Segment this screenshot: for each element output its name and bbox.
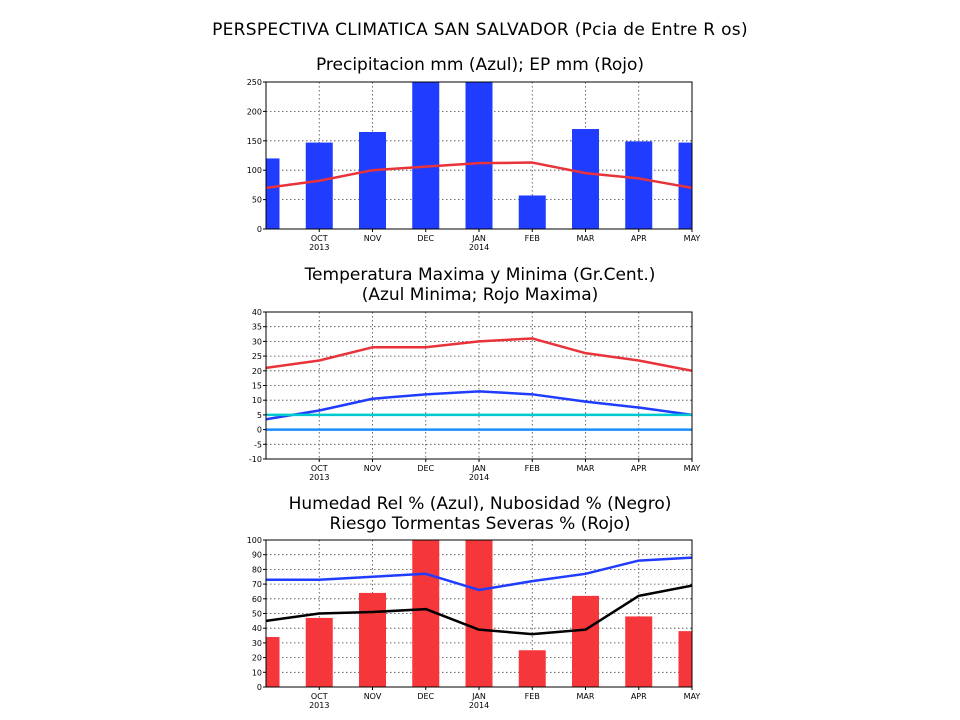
temp-ytick-label: 0 [256, 425, 262, 435]
temp-xtick-month: NOV [363, 464, 382, 473]
precip-xtick-month: NOV [363, 234, 382, 243]
humidity-xtick-year: 2014 [468, 701, 490, 710]
humidity-ytick-label: 30 [251, 638, 262, 648]
precip-xtick-month: OCT [310, 234, 328, 243]
precip-chart-title-line: Precipitacion mm (Azul); EP mm (Rojo) [315, 55, 645, 75]
humidity-ytick-label: 10 [251, 668, 262, 678]
humidity-bar [466, 540, 493, 687]
humidity-ytick-label: 40 [251, 624, 262, 634]
temp-ytick-label: 15 [251, 381, 262, 391]
temp-chart-title-line: Temperatura Maxima y Minima (Gr.Cent.) [304, 265, 656, 285]
temp-plot [249, 308, 701, 482]
humidity-bar [306, 618, 333, 687]
precip-xtick-year: 2014 [468, 243, 490, 252]
temp-xtick-year: 2013 [309, 473, 330, 482]
precip-xtick-year: 2013 [309, 243, 330, 252]
temp-ytick-label: 40 [251, 308, 262, 317]
precip-bar [412, 82, 439, 229]
humidity-xtick-month: MAY [683, 692, 701, 701]
humidity-xtick-month: OCT [310, 692, 328, 701]
temp-xtick-month: OCT [310, 464, 328, 473]
humidity-chart-title-line: Humedad Rel % (Azul), Nubosidad % (Negro) [288, 494, 672, 514]
temp-ytick-label: -5 [254, 440, 262, 450]
temp-xtick-month: APR [630, 464, 647, 473]
precip-ytick-label: 250 [246, 78, 262, 87]
temp-ytick-label: 5 [256, 410, 262, 420]
precip-ytick-label: 100 [246, 166, 262, 176]
temp-xtick-month: JAN [472, 464, 486, 473]
precip-ytick-label: 150 [246, 136, 262, 146]
humidity-xtick-month: JAN [472, 692, 486, 701]
temp-series-line [266, 338, 692, 370]
temp-ytick-label: 35 [251, 322, 262, 332]
humidity-ytick-label: 50 [251, 609, 262, 619]
temp-ytick-label: 30 [251, 337, 262, 347]
humidity-bar [572, 596, 599, 687]
temp-ytick-label: 20 [251, 366, 262, 376]
precip-bar [359, 132, 386, 229]
precip-ytick-label: 200 [246, 107, 262, 117]
temp-xtick-month: MAR [576, 464, 595, 473]
precip-xtick-month: MAR [576, 234, 595, 243]
humidity-ytick-label: 90 [251, 550, 262, 560]
precip-ytick-label: 0 [256, 225, 262, 234]
temp-xtick-month: FEB [524, 464, 540, 473]
precip-xtick-month: FEB [524, 234, 540, 243]
precip-bar [572, 129, 599, 229]
temp-ytick-label: 10 [251, 396, 262, 406]
precip-series-layer [253, 82, 706, 229]
humidity-bar [359, 593, 386, 687]
humidity-xtick-month: MAR [576, 692, 595, 701]
precip-bar [625, 141, 652, 229]
humidity-chart-subtitle-line: Riesgo Tormentas Severas % (Rojo) [329, 514, 631, 534]
precip-bar [519, 195, 546, 229]
humidity-plot [247, 536, 706, 710]
temp-xtick-month: DEC [417, 464, 435, 473]
humidity-xtick-month: DEC [417, 692, 435, 701]
precip-bar [306, 143, 333, 229]
precip-xtick-month: APR [630, 234, 647, 243]
precip-plot [247, 78, 706, 252]
humidity-ytick-label: 0 [256, 683, 262, 692]
humidity-ytick-label: 70 [251, 580, 262, 590]
humidity-xtick-month: APR [630, 692, 647, 701]
temp-xtick-month: MAY [683, 464, 701, 473]
humidity-bar [625, 616, 652, 687]
main-title: PERSPECTIVA CLIMATICA SAN SALVADOR (Pcia de Entre R os) [212, 20, 748, 40]
precip-xtick-month: JAN [472, 234, 486, 243]
humidity-bar [519, 650, 546, 687]
temp-xtick-year: 2014 [468, 473, 490, 482]
precip-xtick-month: MAY [683, 234, 701, 243]
humidity-ytick-label: 60 [251, 594, 262, 604]
temp-ytick-label: 25 [251, 352, 262, 362]
humidity-ytick-label: 20 [251, 653, 262, 663]
humidity-ytick-label: 100 [246, 536, 262, 545]
temp-chart-subtitle-line: (Azul Minima; Rojo Maxima) [361, 285, 599, 305]
temp-ytick-label: -10 [248, 455, 262, 464]
precip-xtick-month: DEC [417, 234, 435, 243]
humidity-series-layer [253, 540, 706, 687]
precip-ytick-label: 50 [251, 195, 262, 205]
humidity-xtick-year: 2013 [309, 701, 330, 710]
humidity-xtick-month: NOV [363, 692, 382, 701]
humidity-xtick-month: FEB [524, 692, 540, 701]
humidity-ytick-label: 80 [251, 565, 262, 575]
precip-bar [466, 82, 493, 229]
